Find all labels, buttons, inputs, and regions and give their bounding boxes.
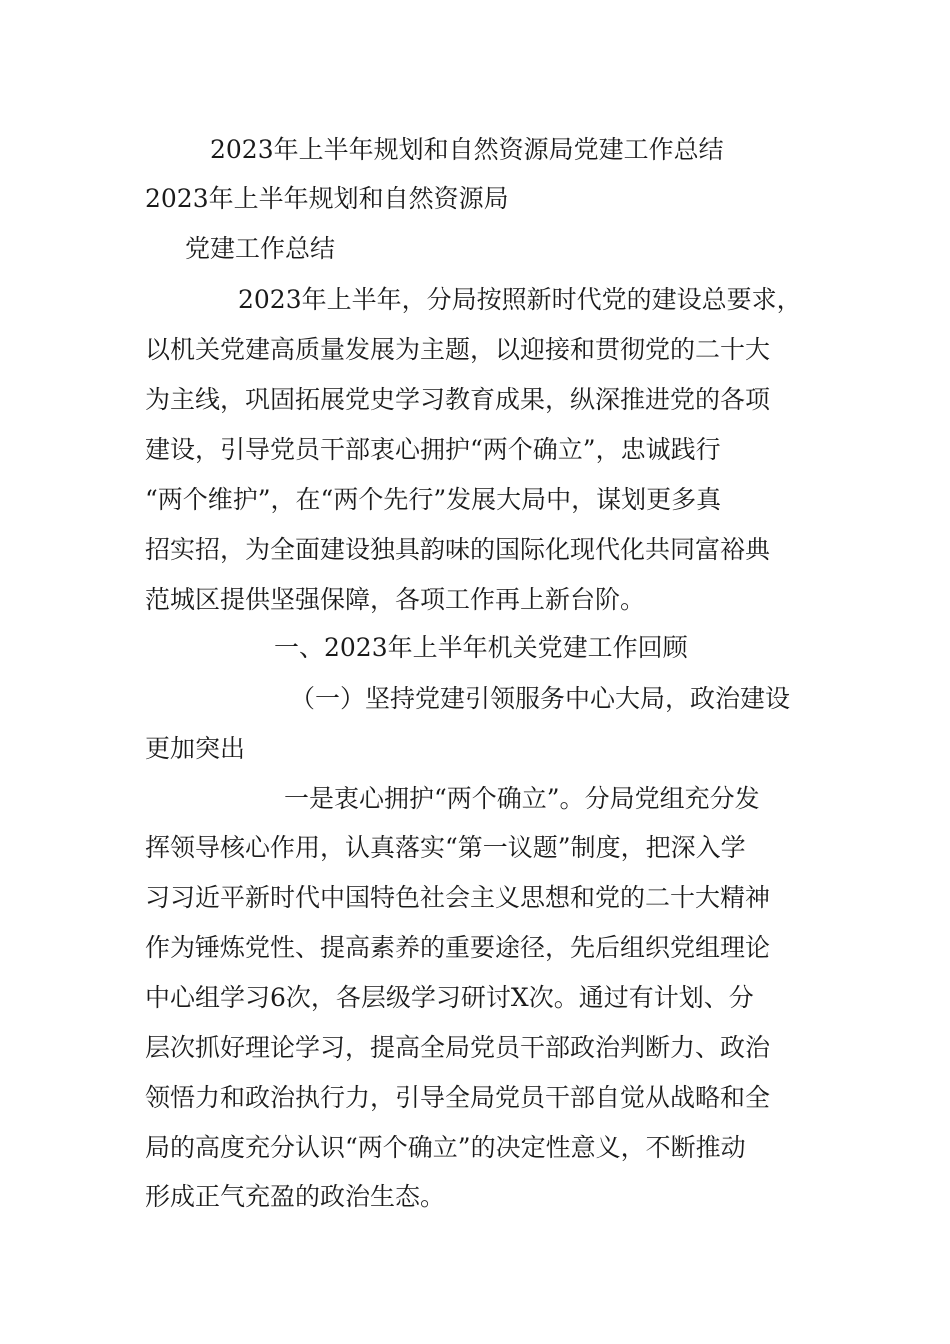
subsection-heading-line: 更加突出 bbox=[145, 734, 246, 763]
intro-line: 2023年上半年，分局按照新时代党的建设总要求， bbox=[238, 285, 802, 314]
paragraph-line: 一是衷心拥护“两个确立”。分局党组充分发 bbox=[284, 784, 760, 813]
intro-line: 为主线，巩固拓展党史学习教育成果，纵深推进党的各项 bbox=[145, 385, 771, 414]
document-subtitle-line1: 2023年上半年规划和自然资源局 bbox=[145, 184, 509, 213]
document-title: 2023年上半年规划和自然资源局党建工作总结 bbox=[210, 135, 724, 164]
paragraph-line: 习习近平新时代中国特色社会主义思想和党的二十大精神 bbox=[145, 883, 771, 912]
paragraph-line: 局的高度充分认识“两个确立”的决定性意义，不断推动 bbox=[145, 1133, 746, 1162]
intro-line: 范城区提供坚强保障，各项工作再上新台阶。 bbox=[145, 585, 646, 614]
document-subtitle-line2: 党建工作总结 bbox=[185, 234, 336, 263]
subsection-heading-line: （一）坚持党建引领服务中心大局，政治建设 bbox=[290, 684, 791, 713]
paragraph-line: 挥领导核心作用，认真落实“第一议题”制度，把深入学 bbox=[145, 833, 746, 862]
intro-line: 以机关党建高质量发展为主题，以迎接和贯彻党的二十大 bbox=[145, 335, 771, 364]
paragraph-line: 领悟力和政治执行力，引导全局党员干部自觉从战略和全 bbox=[145, 1083, 771, 1112]
intro-line: 建设，引导党员干部衷心拥护“两个确立”，忠诚践行 bbox=[145, 435, 721, 464]
section-heading: 一、2023年上半年机关党建工作回顾 bbox=[274, 633, 688, 662]
paragraph-line: 层次抓好理论学习，提高全局党员干部政治判断力、政治 bbox=[145, 1033, 771, 1062]
paragraph-line: 中心组学习6次，各层级学习研讨X次。通过有计划、分 bbox=[145, 983, 754, 1012]
paragraph-line: 作为锤炼党性、提高素养的重要途径，先后组织党组理论 bbox=[145, 933, 771, 962]
intro-line: 招实招，为全面建设独具韵味的国际化现代化共同富裕典 bbox=[145, 535, 771, 564]
paragraph-line: 形成正气充盈的政治生态。 bbox=[145, 1182, 446, 1211]
intro-line: “两个维护”，在“两个先行”发展大局中，谋划更多真 bbox=[145, 485, 722, 514]
